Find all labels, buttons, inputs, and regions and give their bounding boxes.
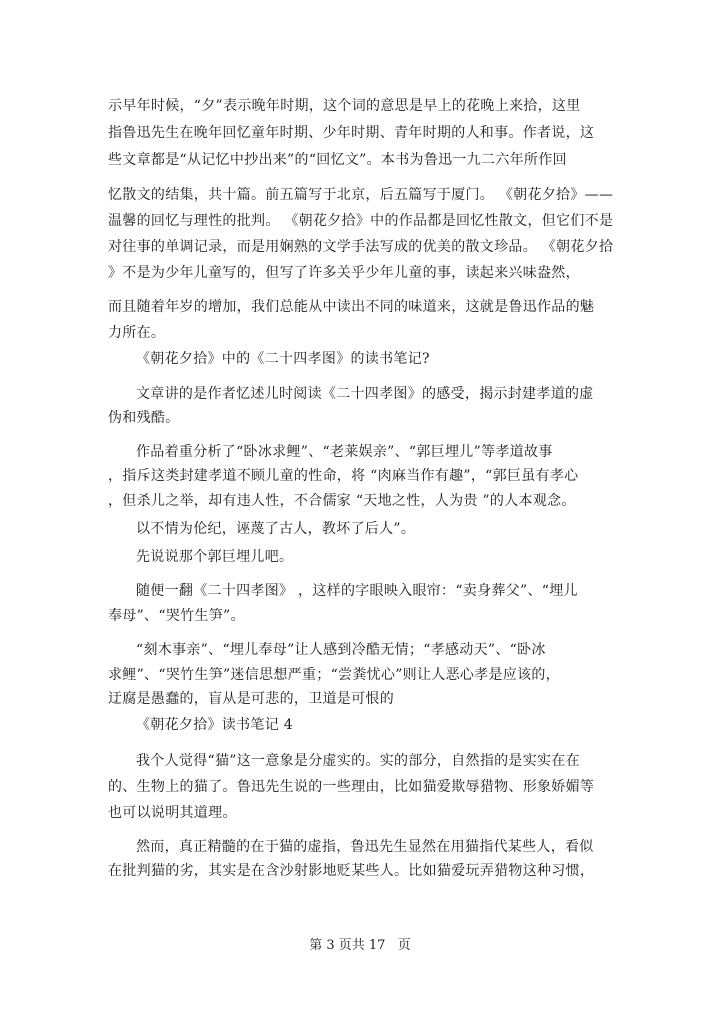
section-heading: 《朝花夕拾》读书笔记 4 xyxy=(136,717,293,733)
text-line: 在批判猫的劣，其实是在含沙射影地贬某些人。比如猫爱玩弄猎物这种习惯， xyxy=(108,863,595,879)
text-line: 》不是为少年儿童写的，但写了许多关乎少年儿童的事，读起来兴味盎然， xyxy=(108,265,580,281)
text-line: 求鲤”、“哭竹生笋”迷信思想严重；“尝粪忧心”则让人恶心孝是应该的， xyxy=(108,667,560,683)
text-line: 先说说那个郭巨埋儿吧。 xyxy=(136,549,294,565)
text-line: 我个人觉得“猫”这一意象是分虚实的。实的部分，自然指的是实实在在 xyxy=(136,753,580,769)
text-line: 随便一翻《二十四孝图》 ，这样的字眼映入眼帘：“卖身葬父”、“埋儿 xyxy=(136,583,578,599)
text-line: 文章讲的是作者忆述儿时阅读《二十四孝图》的感受，揭示封建孝道的虚 xyxy=(136,386,594,402)
text-line: “刻木事亲”、“埋儿奉母”让人感到冷酷无情；“孝感动天”、“卧冰 xyxy=(136,642,546,658)
text-line: 示早年时候，“夕”表示晚年时期，这个词的意思是早上的花晚上来拾，这里 xyxy=(108,98,581,114)
text-line: 作品着重分析了“卧冰求鲤”、“老莱娱亲”、“郭巨埋儿”等孝道故事 xyxy=(136,444,553,460)
text-line: 也可以说明其道理。 xyxy=(108,805,237,821)
text-line: 指鲁迅先生在晚年回忆童年时期、少年时期、青年时期的人和事。作者说，这 xyxy=(108,125,595,141)
text-line: 温馨的回忆与理性的批判。 《朝花夕拾》中的作品都是回忆性散文，但它们不是 xyxy=(108,213,614,229)
text-line: 然而，真正精髓的在于猫的虚指，鲁迅先生显然在用猫指代某些人，看似 xyxy=(136,839,594,855)
text-line: 奉母”、“哭竹生笋”。 xyxy=(108,608,245,624)
text-line: 的、生物上的猫了。鲁迅先生说的一些理由，比如猫爱欺辱猎物、形象娇媚等 xyxy=(108,779,595,795)
text-line: ，指斥这类封建孝道不顾儿童的性命，将 “肉麻当作有趣”，“郭巨虽有孝心 xyxy=(108,468,579,484)
page-footer: 第 3 页共 17 页 xyxy=(309,938,411,953)
text-line: 而且随着年岁的增加，我们总能从中读出不同的味道来，这就是鲁迅作品的魅 xyxy=(108,299,595,315)
section-heading: 《朝花夕拾》中的《二十四孝图》的读书笔记? xyxy=(136,351,430,367)
text-line: 迂腐是愚蠢的，盲从是可悲的，卫道是可恨的 xyxy=(108,691,394,707)
text-line: 以不情为伦纪，诬蔑了古人，教坏了后人”。 xyxy=(136,521,416,537)
text-line: 伪和残酷。 xyxy=(108,410,180,426)
text-line: ，但杀儿之举，却有违人性，不合儒家 “天地之性，人为贵 ”的人本观念。 xyxy=(108,493,576,509)
text-line: 忆散文的结集，共十篇。前五篇写于北京，后五篇写于厦门。 《朝花夕拾》—— xyxy=(108,187,614,203)
text-line: 力所在。 xyxy=(108,325,166,341)
text-line: 对往事的单调记录，而是用娴熟的文学手法写成的优美的散文珍品。 《朝花夕拾 xyxy=(108,239,614,255)
text-line: 些文章都是“从记忆中抄出来”的“回忆文”。本书为鲁迅一九二六年所作回 xyxy=(108,152,567,168)
